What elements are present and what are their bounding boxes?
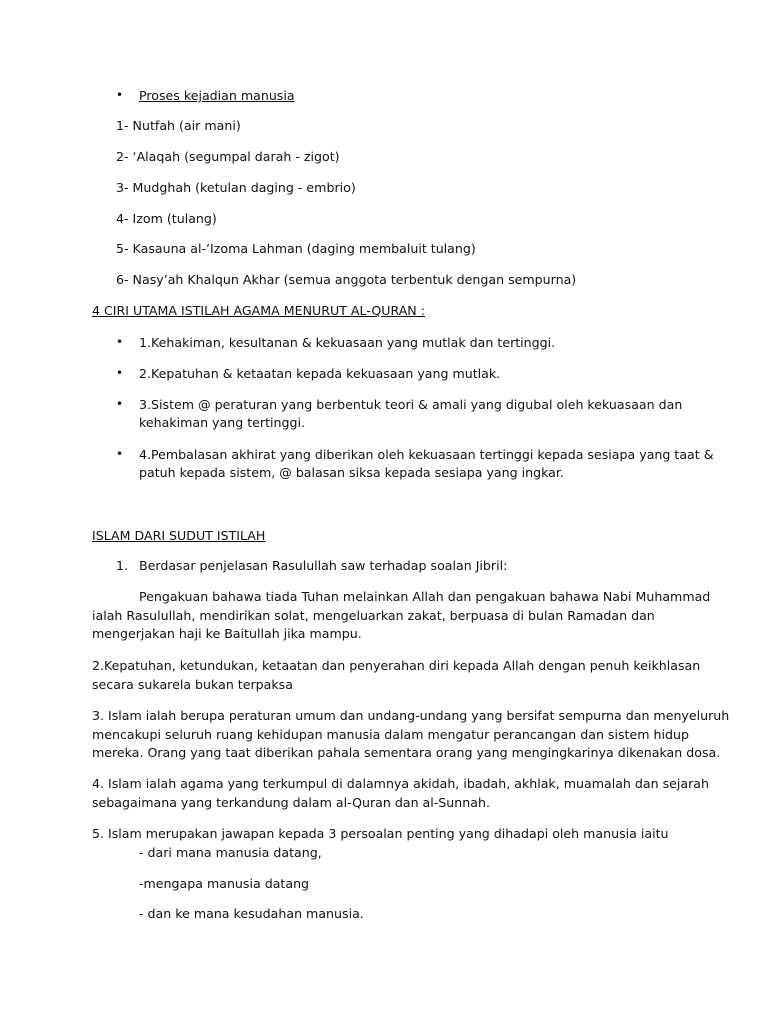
paragraph-line: sebagaimana yang terkandung dalam al-Quran dan al-Sunnah.: [92, 795, 490, 810]
paragraph-line: mengerjakan haji ke Baitullah jika mampu.: [92, 626, 362, 641]
bullet-marker: •: [116, 88, 124, 102]
bullet-marker: •: [116, 397, 124, 411]
list-item: 4- Izom (tulang): [116, 211, 217, 226]
bullet-marker: •: [116, 366, 124, 380]
list-item: 3.Sistem @ peraturan yang berbentuk teori & amali yang digubal oleh kekuasaan dan: [139, 397, 683, 412]
section-heading-islam: ISLAM DARI SUDUT ISTILAH: [92, 528, 266, 543]
bullet-marker: •: [116, 447, 124, 461]
list-item: 5- Kasauna al-’Izoma Lahman (daging membaluit tulang): [116, 241, 476, 256]
paragraph-line: ialah Rasulullah, mendirikan solat, mengeluarkan zakat, berpuasa di bulan Ramadan dan: [92, 608, 655, 623]
paragraph-line: 2.Kepatuhan, ketundukan, ketaatan dan penyerahan diri kepada Allah dengan penuh keikhlasan: [92, 658, 701, 673]
sub-list-item: -mengapa manusia datang: [139, 876, 310, 891]
section-heading-ciri: 4 CIRI UTAMA ISTILAH AGAMA MENURUT AL-QURAN :: [92, 303, 425, 318]
paragraph-line: secara sukarela bukan terpaksa: [92, 677, 293, 692]
list-item: 3- Mudghah (ketulan daging - embrio): [116, 180, 356, 195]
paragraph-line: Pengakuan bahawa tiada Tuhan melainkan Allah dan pengakuan bahawa Nabi Muhammad: [139, 589, 711, 604]
list-item: 4.Pembalasan akhirat yang diberikan oleh kekuasaan tertinggi kepada sesiapa yang taat &: [139, 447, 714, 462]
paragraph-line: 4. Islam ialah agama yang terkumpul di dalamnya akidah, ibadah, akhlak, muamalah dan sejarah: [92, 776, 709, 791]
list-item: 2- ‘Alaqah (segumpal darah - zigot): [116, 149, 340, 164]
list-item-number: 1.: [116, 558, 129, 573]
list-item: Berdasar penjelasan Rasulullah saw terhadap soalan Jibril:: [139, 558, 508, 573]
list-item: 6- Nasy’ah Khalqun Akhar (semua anggota terbentuk dengan sempurna): [116, 272, 577, 287]
list-item: 1.Kehakiman, kesultanan & kekuasaan yang mutlak dan tertinggi.: [139, 335, 556, 350]
sub-list-item: - dari mana manusia datang,: [139, 845, 322, 860]
paragraph-line: 3. Islam ialah berupa peraturan umum dan undang-undang yang bersifat sempurna dan menyeluruh: [92, 708, 730, 723]
sub-list-item: - dan ke mana kesudahan manusia.: [139, 906, 364, 921]
list-item: 1- Nutfah (air mani): [116, 118, 241, 133]
list-item-continued: kehakiman yang tertinggi.: [139, 415, 305, 430]
section-heading-proses: Proses kejadian manusia: [139, 88, 295, 103]
bullet-marker: •: [116, 335, 124, 349]
list-item-continued: patuh kepada sistem, @ balasan siksa kepada sesiapa yang ingkar.: [139, 465, 564, 480]
paragraph-line: mencakupi seluruh ruang kehidupan manusia dalam mengatur perancangan dan sistem hidup: [92, 727, 689, 742]
list-item: 2.Kepatuhan & ketaatan kepada kekuasaan yang mutlak.: [139, 366, 501, 381]
paragraph-line: mereka. Orang yang taat diberikan pahala sementara orang yang mengingkarinya dikenakan dosa.: [92, 745, 721, 760]
paragraph-line: 5. Islam merupakan jawapan kepada 3 persoalan penting yang dihadapi oleh manusia iaitu: [92, 826, 669, 841]
